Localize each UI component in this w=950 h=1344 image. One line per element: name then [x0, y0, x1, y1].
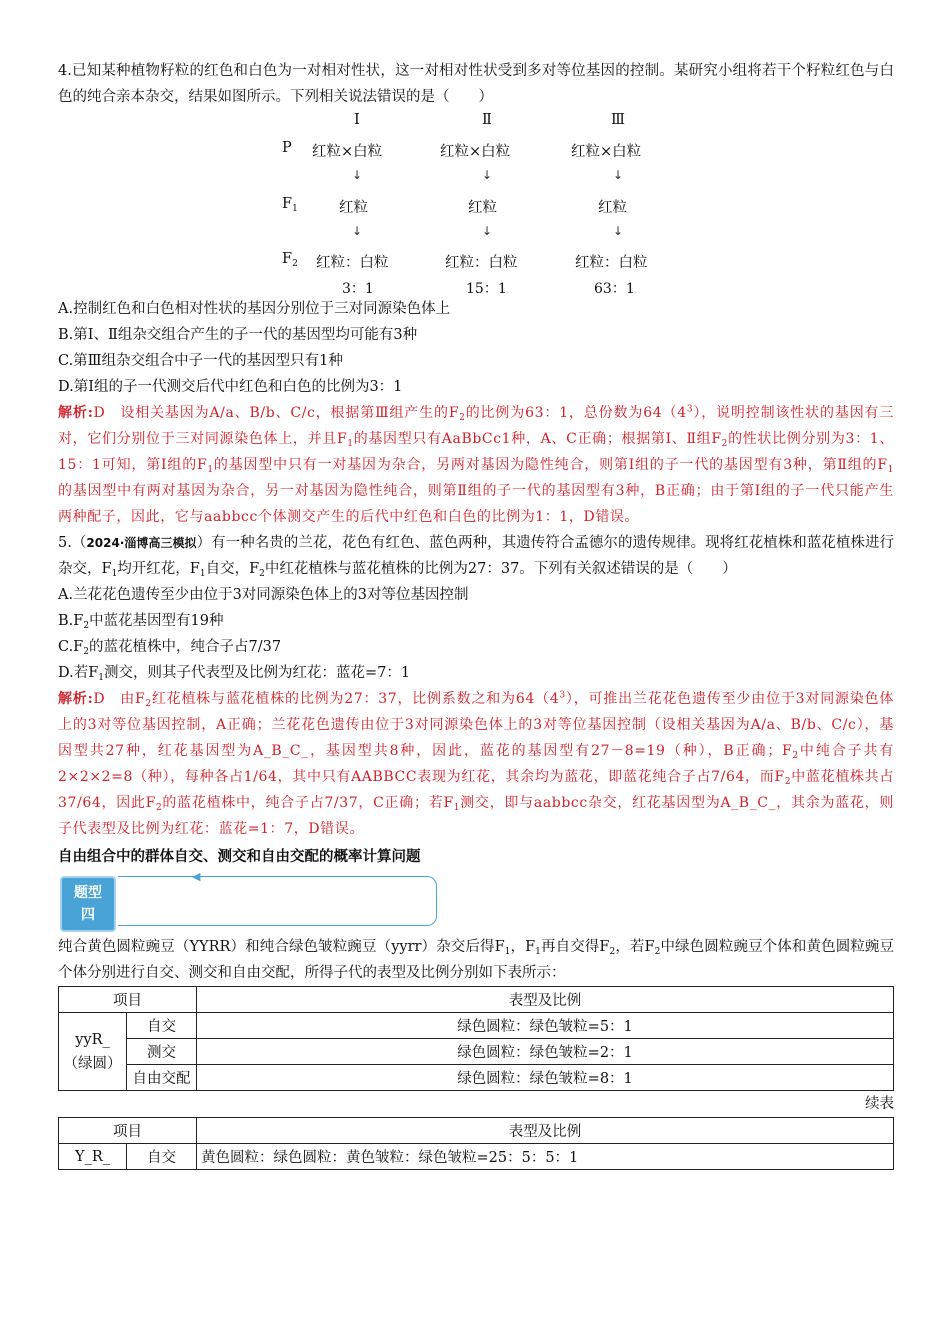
f1-label: $F_1$	[282, 196, 298, 214]
q5-stem: 5.（2024·淄博高三模拟）有一种名贵的兰花，花色有红色、蓝色两种，其遗传符合孟德尔的遗传规律。现将红花植株和蓝花植株进行杂交，$F_1$均开红花，$F_1$自交，$F_2$中红花植株与蓝花植株的比例为27：37。下列有关叙述错误的是（ ）	[58, 535, 894, 579]
p-cross-1: 红粒×白粒	[312, 144, 383, 160]
arrow-down-icon: ↓	[482, 168, 493, 182]
q4-option-d: D.第Ⅰ组的子一代测交后代中红色和白色的比例为3：1	[58, 379, 403, 395]
q4-analysis: 解析:D 设相关基因为A/a、B/b、C/c，根据第Ⅲ组产生的$F_2$的比例为63：1，总份数为$64(4^3)$，说明控制该性状的基因有三对，它们分别位于三对同源染色体上，并且$F_1$的基因型只有AaBbCc1种，A、C正确；根据第Ⅰ、Ⅱ组$F_2$的性状比例分别为3：1、15：1可知，第Ⅰ组的$F_1$的基因型中只有一对基因为杂合，另两对基因为隐性纯合，则第Ⅰ组的子一代的基因型有3种，第Ⅱ组的$F_1$的基因型中有两对基因为杂合，另一对基因为隐性纯合，则第Ⅱ组的子一代的基因型有3种，B正确；由于第Ⅰ组的子一代只能产生两种配子，因此，它与aabbcc个体测交产生的后代中红色和白色的比例为1：1，D错误。	[58, 404, 894, 525]
p-label: P	[282, 140, 292, 156]
q4-stem: 4.已知某种植物籽粒的红色和白色为一对相对性状，这一对相对性状受到多对等位基因的控制。某研究小组将若干个籽粒红色与白色的纯合亲本杂交，结果如图所示。下列相关说法错误的是（ ）	[58, 63, 894, 105]
arrow-down-icon: ↓	[482, 224, 493, 238]
table-header-cell: 表型及比例	[197, 1118, 894, 1144]
table-cell: 绿色圆粒：绿色皱粒=2：1	[197, 1039, 894, 1065]
table-cell: 自交	[127, 1013, 197, 1039]
question-type-badge: 题型 四	[60, 876, 116, 932]
table-header-row	[59, 987, 894, 1013]
table-cell: 自交	[127, 1144, 197, 1170]
table-cell: 测交	[127, 1039, 197, 1065]
q5-option-c: $C.F_2$的蓝花植株中，纯合子占7/37	[58, 639, 282, 657]
banner-frame	[118, 876, 437, 926]
table-row	[59, 1013, 894, 1039]
p-cross-3: 红粒×白粒	[571, 144, 642, 160]
ratio-2: 15：1	[466, 281, 507, 297]
table-group-cell: yyR_ （绿圆）	[59, 1013, 127, 1091]
f1-result-3: 红粒	[598, 200, 627, 216]
q4-cross-diagram	[58, 110, 894, 296]
q5-option-d: D.若$F_1$测交，则其子代表型及比例为红花：蓝花=7：1	[58, 665, 411, 683]
intro-paragraph: 纯合黄色圆粒豌豆（YYRR）和纯合绿色皱粒豌豆（yyrr）杂交后得$F_1$，$F_1$再自交得$F_2$，若$F_2$中绿色圆粒豌豆个体和黄色圆粒豌豆个体分别进行自交、测交和自由交配，所得子代的表型及比例分别如下表所示：	[58, 939, 895, 981]
f2-result-1: 红粒：白粒	[316, 255, 389, 271]
arrow-down-icon: ↓	[613, 168, 624, 182]
table-header-cell: 表型及比例	[197, 987, 894, 1013]
arrow-down-icon: ↓	[613, 224, 624, 238]
section-title: 自由组合中的群体自交、测交和自由交配的概率计算问题	[58, 849, 421, 865]
group-label-3: Ⅲ	[611, 112, 625, 128]
arrow-down-icon: ↓	[352, 224, 363, 238]
f1-result-2: 红粒	[468, 200, 497, 216]
group-label-2: Ⅱ	[482, 112, 492, 128]
continue-label: 续表	[865, 1096, 894, 1112]
ratio-1: 3：1	[342, 281, 374, 297]
ratio-3: 63：1	[594, 281, 635, 297]
table-header-cell: 项目	[59, 987, 197, 1013]
f2-label: $F_2$	[282, 251, 298, 269]
p-cross-2: 红粒×白粒	[440, 144, 511, 160]
question-type-banner	[58, 870, 894, 934]
table-row	[59, 1144, 894, 1170]
f2-result-2: 红粒：白粒	[445, 255, 518, 271]
table-row	[59, 1039, 894, 1065]
f2-result-3: 红粒：白粒	[575, 255, 648, 271]
q4-option-a: A.控制红色和白色相对性状的基因分别位于三对同源染色体上	[58, 301, 451, 317]
table-cell: 自由交配	[127, 1065, 197, 1091]
table-cell: 绿色圆粒：绿色皱粒=5：1	[197, 1013, 894, 1039]
table-cell: 绿色圆粒：绿色皱粒=8：1	[197, 1065, 894, 1091]
f1-result-1: 红粒	[339, 200, 368, 216]
q5-analysis: 解析:D 由$F_2$红花植株与蓝花植株的比例为27：37，比例系数之和为$64(4^3)$，可推出兰花花色遗传至少由位于3对同源染色体上的3对等位基因控制，A正确；兰花花色遗传由位于3对同源染色体上的3对等位基因控制（设相关基因为A/a、B/b、C/c），基因型共27种，红花基因型为A_B_C_，基因型共8种，因此，蓝花的基因型有27－8=19（种），B正确；$F_2$中纯合子共有2×2×2=8（种），每种各占1/64，其中只有AABBCC表现为红花，其余均为蓝花，即蓝花纯合子占7/64，而$F_2$中蓝花植株共占37/64，因此$F_2$的蓝花植株中，纯合子占7/37，C正确；若$F_1$测交，即与aabbcc杂交，红花基因型为A_B_C_，其余为蓝花，则子代表型及比例为红花：蓝花=1：7，D错误。	[58, 690, 895, 837]
table-header-cell: 项目	[59, 1118, 197, 1144]
q5-option-b: $B.F_2$中蓝花基因型有19种	[58, 613, 224, 631]
table-header-row	[59, 1118, 894, 1144]
table-row	[59, 1065, 894, 1091]
arrow-left-icon: ◀	[192, 870, 201, 883]
q5-option-a: A.兰花花色遗传至少由位于3对同源染色体上的3对等位基因控制	[58, 587, 469, 603]
arrow-down-icon: ↓	[352, 168, 363, 182]
q4-option-c: C.第Ⅲ组杂交组合中子一代的基因型只有1种	[58, 353, 343, 369]
ratio-table-2	[58, 1117, 894, 1170]
table-cell: Y_R_	[59, 1144, 127, 1170]
group-label-1: Ⅰ	[354, 112, 360, 128]
q5-source: 2024·淄博高三模拟	[86, 536, 197, 550]
table-cell: 黄色圆粒：绿色圆粒：黄色皱粒：绿色皱粒=25：5：5：1	[197, 1144, 894, 1170]
document-page	[58, 58, 894, 1170]
ratio-table-1	[58, 986, 894, 1091]
q4-option-b: B.第Ⅰ、Ⅱ组杂交组合产生的子一代的基因型均可能有3种	[58, 327, 418, 343]
